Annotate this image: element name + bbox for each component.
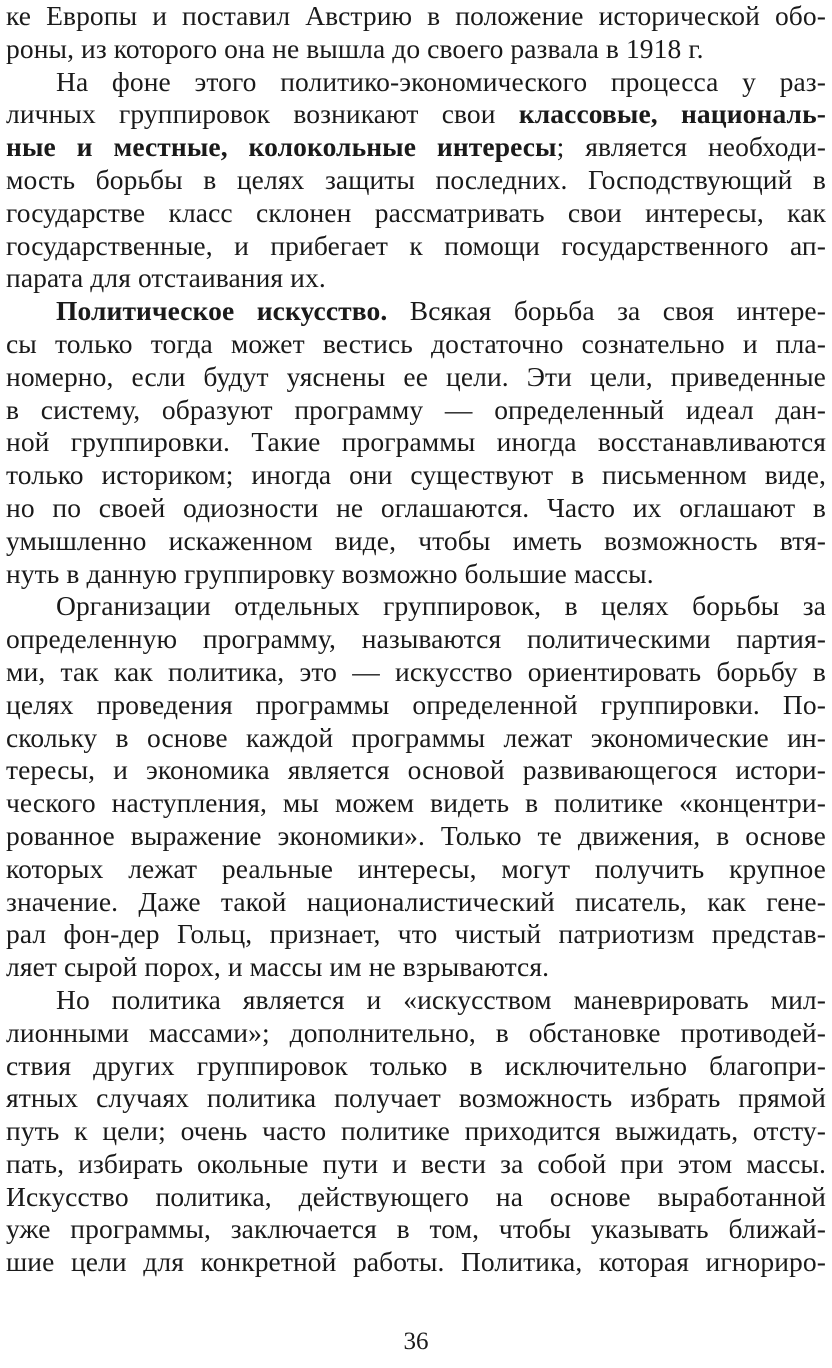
text-line: ятных случаях политика получает возможность избрать прямой: [6, 1082, 826, 1114]
text-line: лионными массами»; дополнительно, в обстановке противодей-: [6, 1016, 826, 1048]
text-line: которых лежат реальные интересы, могут получить крупное: [6, 852, 826, 884]
text-line: значение. Даже такой националистический писатель, как гене-: [6, 885, 826, 917]
paragraph: [6, 66, 826, 296]
text-line: Но политика является и «искусством маневрировать мил-: [56, 983, 826, 1015]
text-line: уже программы, заключается в том, чтобы указывать ближай-: [6, 1213, 826, 1245]
page-text: [6, 0, 826, 1279]
text-line: ствия других группировок только в исключительно благопри-: [6, 1049, 826, 1081]
text-line: государстве класс склонен рассматривать свои интересы, как: [6, 196, 826, 228]
text-run: Всякая борьба за своя интере-: [387, 295, 826, 327]
text-line: роны, из которого она не вышла до своего развала в 1918 г.: [6, 32, 704, 64]
page-number: 36: [403, 1328, 429, 1355]
paragraph: [6, 590, 826, 984]
text-line: путь к цели; очень часто политике приходится выжидать, отсту-: [6, 1115, 826, 1147]
text-line: только историком; иногда они существуют в письменном виде,: [6, 459, 826, 491]
text-line: ми, так как политика, это — искусство ориентировать борьбу в: [6, 655, 826, 687]
text-line: скольку в основе каждой программы лежат экономические ин-: [6, 721, 826, 753]
text-line: Организации отдельных группировок, в целях борьбы за: [56, 590, 826, 622]
text-line: пать, избирать окольные пути и вести за собой при этом массы.: [6, 1147, 826, 1179]
text-line: рованное выражение экономики». Только те движения, в основе: [6, 819, 826, 851]
text-line: нуть в данную группировку возможно большие массы.: [6, 557, 654, 589]
text-line: [6, 131, 826, 164]
section-heading: Политическое искусство.: [56, 295, 388, 327]
text-line: целях проведения программы определенной группировки. По-: [6, 688, 826, 720]
paragraph: [6, 0, 826, 66]
text-line: умышленно искаженном виде, чтобы иметь возможность втя-: [6, 524, 826, 556]
text-line: [6, 98, 826, 131]
text-line: шие цели для конкретной работы. Политика, которая игнориро-: [6, 1246, 826, 1278]
text-line: ляет сырой порох, и массы им не взрываются.: [6, 951, 550, 983]
text-run: личных группировок возникают свои: [6, 98, 519, 130]
bold-phrase: классовые, националь-: [518, 98, 826, 130]
text-line: Искусство политика, действующего на основе выработанной: [6, 1180, 826, 1212]
text-line: На фоне этого политико-экономического процесса у раз-: [56, 65, 826, 97]
text-line: ческого наступления, мы можем видеть в политике «концентри-: [6, 787, 826, 819]
bold-phrase: ные и местные, колокольные интересы: [6, 131, 557, 163]
text-line: ной группировки. Такие программы иногда восстанавливаются: [6, 426, 826, 458]
text-line: в систему, образуют программу — определенный идеал дан-: [6, 393, 826, 425]
paragraph: [6, 984, 826, 1279]
text-line: тересы, и экономика является основой развивающегося истори-: [6, 754, 826, 786]
text-line: но по своей одиозности не оглашаются. Часто их оглашают в: [6, 491, 826, 523]
text-line: мость борьбы в целях защиты последних. Господствующий в: [6, 163, 826, 195]
text-line: государственные, и прибегает к помощи государственного ап-: [6, 229, 826, 261]
text-line: номерно, если будут уяснены ее цели. Эти цели, приведенные: [6, 360, 826, 392]
text-line: определенную программу, называются политическими партия-: [6, 623, 826, 655]
text-line: [6, 295, 826, 328]
text-line: сы только тогда может вестись достаточно сознательно и пла-: [6, 327, 826, 359]
paragraph: [6, 295, 826, 590]
text-run: ; является необходи-: [556, 131, 827, 163]
text-line: рал фон-дер Гольц, признает, что чистый патриотизм представ-: [6, 918, 826, 950]
text-line: парата для отстаивания их.: [6, 262, 326, 294]
text-line: ке Европы и поставил Австрию в положение исторической обо-: [6, 0, 826, 31]
